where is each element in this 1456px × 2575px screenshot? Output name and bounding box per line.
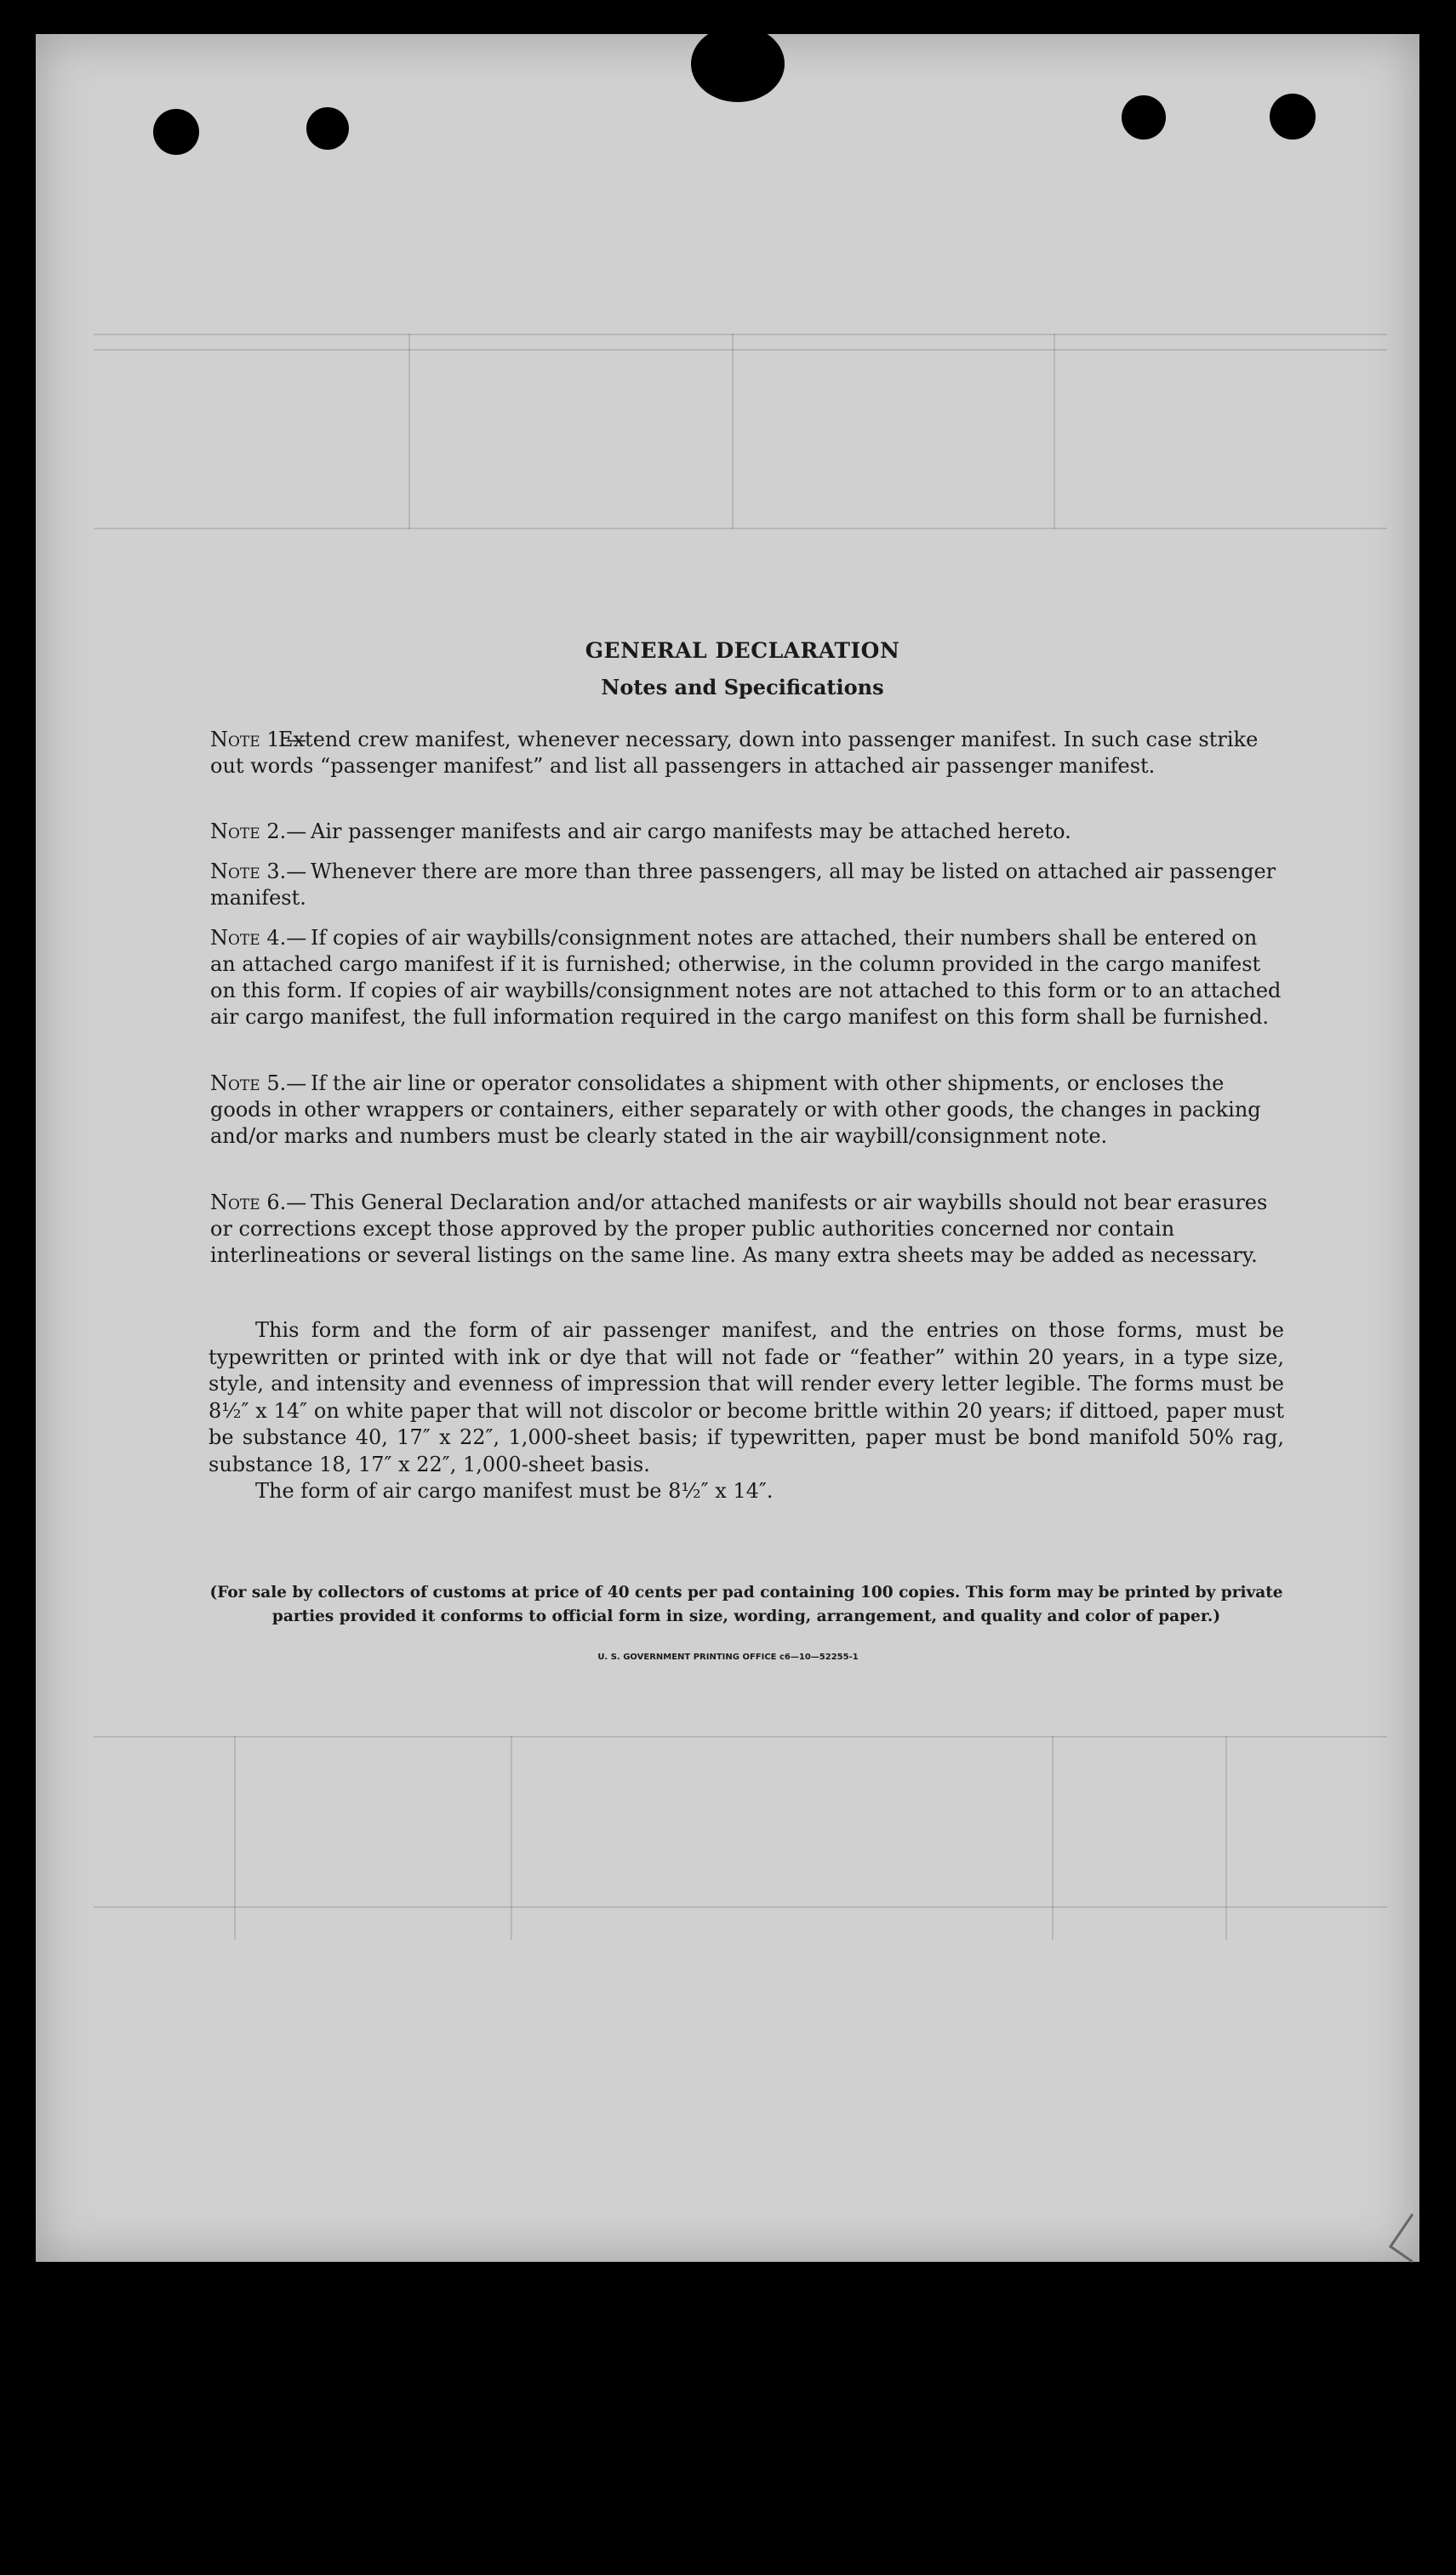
note-4 [210,925,1284,1031]
page-corner-curl [1387,2212,1421,2264]
note-text: Whenever there are more than three passengers, all may be listed on attached air passenger manifest. [210,859,1276,910]
note-text: Air passenger manifests and air cargo manifests may be attached hereto. [311,819,1071,843]
note-label: Note 4.— [210,926,307,950]
note-3 [210,859,1284,911]
note-text: If the air line or operator consolidates a shipment with other shipments, or encloses the goods in other wrappers or containers, either separately or with other goods, the changes in packing and/or marks and numbers must be clearly stated in the air waybill/consignment note. [210,1071,1261,1148]
note-label: Note 2.— [210,819,307,843]
note-5 [210,1071,1284,1150]
note-1 [210,727,1284,779]
printing-office-line: U. S. GOVERNMENT PRINTING OFFICE c6—10—52255-1 [597,1653,859,1662]
page-subtitle: Notes and Specifications [601,675,884,699]
note-6 [210,1190,1284,1269]
note-label: Note 1.— [210,728,307,751]
note-text: This General Declaration and/or attached manifests or air waybills should not bear erasures or corrections except those approved by the proper public authorities concerned nor contain interlineations or several listings on the same line. As many extra sheets may be added as necessary. [210,1190,1268,1267]
note-label: Note 5.— [210,1071,307,1095]
sale-notice: (For sale by collectors of customs at price of 40 cents per pad containing 100 copies. This form may be printed by private parties provided it conforms to official form in size, wording, arrangement, and quality and color of paper.) [209,1584,1283,1625]
specification-paragraph: This form and the form of air passenger manifest, and the entries on those forms, must be typewritten or printed with ink or dye that will not fade or “feather” within 20 years, in a type size, style, and intensity and evenness of impression that will render every letter legible. The forms must be 8½″ x 14″ on white paper that will not discolor or become brittle within 20 years; if dittoed, paper must be substance 40, 17″ x 22″, 1,000-sheet basis; if typewritten, paper must be bond manifold 50% rag, substance 18, 17″ x 22″, 1,000-sheet basis. [208,1318,1284,1476]
note-label: Note 3.— [210,859,307,883]
note-text: If copies of air waybills/consignment notes are attached, their numbers shall be entered on an attached cargo manifest if it is furnished; otherwise, in the column provided in the cargo manifest on this form. If copies of air waybills/consignment notes are not attached to this form or to an attached air cargo manifest, the full information required in the cargo manifest on this form shall be furnished. [210,926,1282,1029]
page-title: GENERAL DECLARATION [585,638,900,663]
note-2 [210,819,1284,845]
note-label: Note 6.— [210,1190,307,1214]
cargo-form-line: The form of air cargo manifest must be 8½″ x 14″. [255,1479,774,1503]
note-text: Extend crew manifest, whenever necessary, down into passenger manifest. In such case strike out words “passenger manifest” and list all passengers in attached air passenger manifest. [210,728,1259,778]
